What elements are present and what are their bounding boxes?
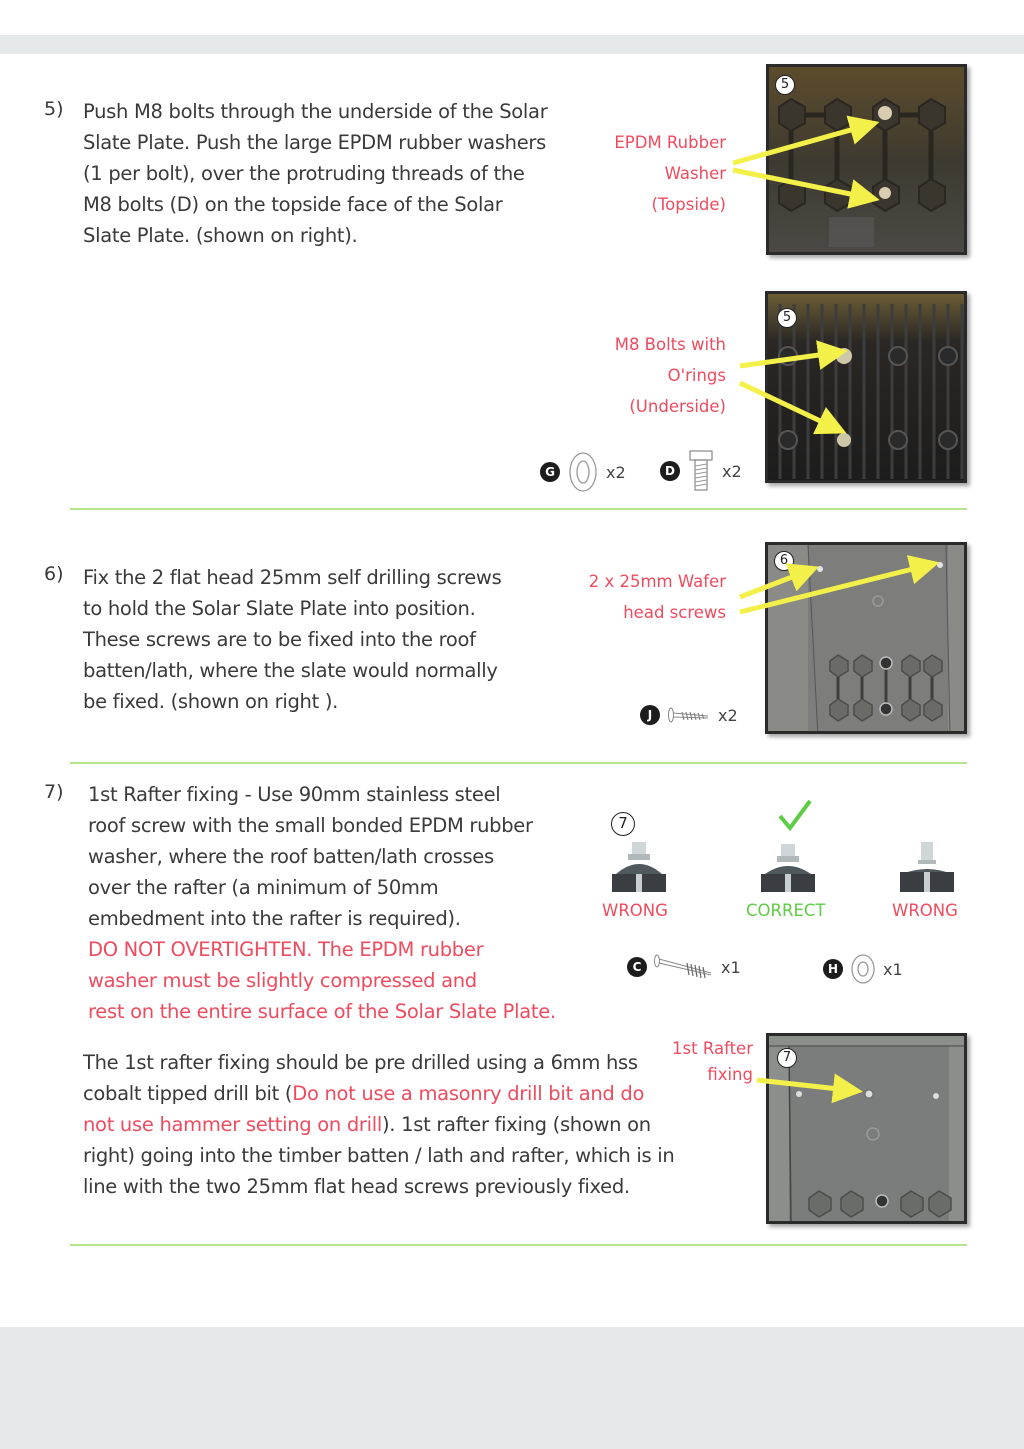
warning-line: DO NOT OVERTIGHTEN. The EPDM rubber [88, 938, 484, 961]
plate-rafter-fixing-image [769, 1036, 967, 1224]
part-quantity: x1 [883, 959, 903, 979]
step-7-instructions [88, 779, 556, 1027]
part-letter-badge: J [640, 705, 660, 725]
text-line: Fix the 2 flat head 25mm self drilling screws [83, 566, 502, 589]
text-line: washer, where the roof batten/lath crosses [88, 845, 494, 868]
part-g [540, 450, 626, 494]
text-line: cobalt tipped drill bit (Do not use a masonry drill bit and do [83, 1082, 645, 1105]
section-divider [70, 1244, 967, 1246]
drill-instructions [83, 1047, 674, 1202]
part-letter-badge: G [540, 462, 560, 482]
underside-plate-image [768, 294, 967, 483]
text-line: not use hammer setting on drill). 1st rafter fixing (shown on [83, 1113, 651, 1136]
step-6-number: 6) [44, 563, 64, 585]
wafer-screw-icon [666, 705, 712, 725]
photo-rafter-fixing [766, 1033, 967, 1224]
m8-bolts-label: M8 Bolts with O'rings (Underside) [614, 335, 726, 416]
text-line: to hold the Solar Slate Plate into position. [83, 597, 476, 620]
text-line: right) going into the timber batten / lath and rafter, which is in [83, 1144, 675, 1167]
wafer-screws-label: 2 x 25mm Wafer head screws [588, 572, 726, 622]
step-badge: 6 [774, 551, 794, 571]
state-label-wrong: WRONG [602, 901, 668, 920]
section-divider [70, 762, 967, 764]
checkmark-icon [777, 798, 813, 832]
text-line: over the rafter (a minimum of 50mm [88, 876, 439, 899]
text-line: M8 bolts (D) on the topside face of the Solar [83, 193, 503, 216]
text-line: 1st Rafter fixing - Use 90mm stainless steel [88, 783, 501, 806]
photo-topside-washers [766, 64, 967, 255]
bolt-icon [686, 448, 716, 494]
screw-wrong-undertightened-icon [610, 840, 668, 894]
step-6-instructions [83, 562, 501, 717]
state-label-wrong: WRONG [892, 901, 958, 920]
state-label-correct: CORRECT [746, 901, 826, 920]
step-badge: 7 [611, 812, 635, 836]
roof-screw-icon [653, 953, 715, 981]
text-line: line with the two 25mm flat head screws previously fixed. [83, 1175, 630, 1198]
step-badge: 5 [777, 308, 797, 328]
text-line: be fixed. (shown on right ). [83, 690, 339, 713]
washer-icon [849, 953, 877, 985]
text-line: embedment into the rafter is required). [88, 907, 461, 930]
part-h [823, 953, 903, 985]
bottom-band [0, 1327, 1024, 1449]
text-line: Slate Plate. (shown on right). [83, 224, 358, 247]
step-5-instructions [83, 96, 547, 251]
section-divider [70, 508, 967, 510]
part-j [640, 705, 738, 725]
photo-underside-bolts [765, 291, 967, 483]
photo-wafer-screws [765, 542, 967, 734]
warning-line: washer must be slightly compressed and [88, 969, 477, 992]
plate-with-screws-image [768, 545, 967, 734]
text-line: Push M8 bolts through the underside of the Solar [83, 100, 548, 123]
part-quantity: x2 [718, 705, 738, 725]
part-letter-badge: C [627, 957, 647, 977]
epdm-washer-label: EPDM Rubber Washer (Topside) [614, 133, 726, 214]
part-quantity: x2 [606, 462, 626, 482]
text-line: batten/lath, where the slate would normally [83, 659, 498, 682]
step-badge: 7 [777, 1048, 797, 1068]
part-quantity: x2 [722, 461, 742, 481]
rafter-fixing-label: 1st Rafter fixing [672, 1039, 753, 1084]
top-band [0, 35, 1024, 54]
part-quantity: x1 [721, 957, 741, 977]
text-line: The 1st rafter fixing should be pre drilled using a 6mm hss [83, 1051, 638, 1074]
topside-plate-image [769, 67, 967, 255]
part-c [627, 953, 741, 981]
washer-icon [566, 450, 600, 494]
step-5-number: 5) [44, 98, 64, 120]
part-letter-badge: D [660, 461, 680, 481]
text-line: (1 per bolt), over the protruding threads of the [83, 162, 525, 185]
warning-line: rest on the entire surface of the Solar Slate Plate. [88, 1000, 556, 1023]
drill-warning: not use hammer setting on drill [83, 1113, 382, 1136]
drill-warning: Do not use a masonry drill bit and do [292, 1082, 645, 1105]
step-badge: 5 [775, 75, 795, 95]
screw-wrong-overtightened-icon [898, 840, 956, 894]
text-line: Slate Plate. Push the large EPDM rubber washers [83, 131, 547, 154]
part-letter-badge: H [823, 959, 843, 979]
step-7-number: 7) [44, 781, 64, 803]
part-d [660, 448, 742, 494]
screw-correct-icon [759, 840, 817, 894]
text-line: roof screw with the small bonded EPDM rubber [88, 814, 533, 837]
text-line: These screws are to be fixed into the roof [83, 628, 476, 651]
